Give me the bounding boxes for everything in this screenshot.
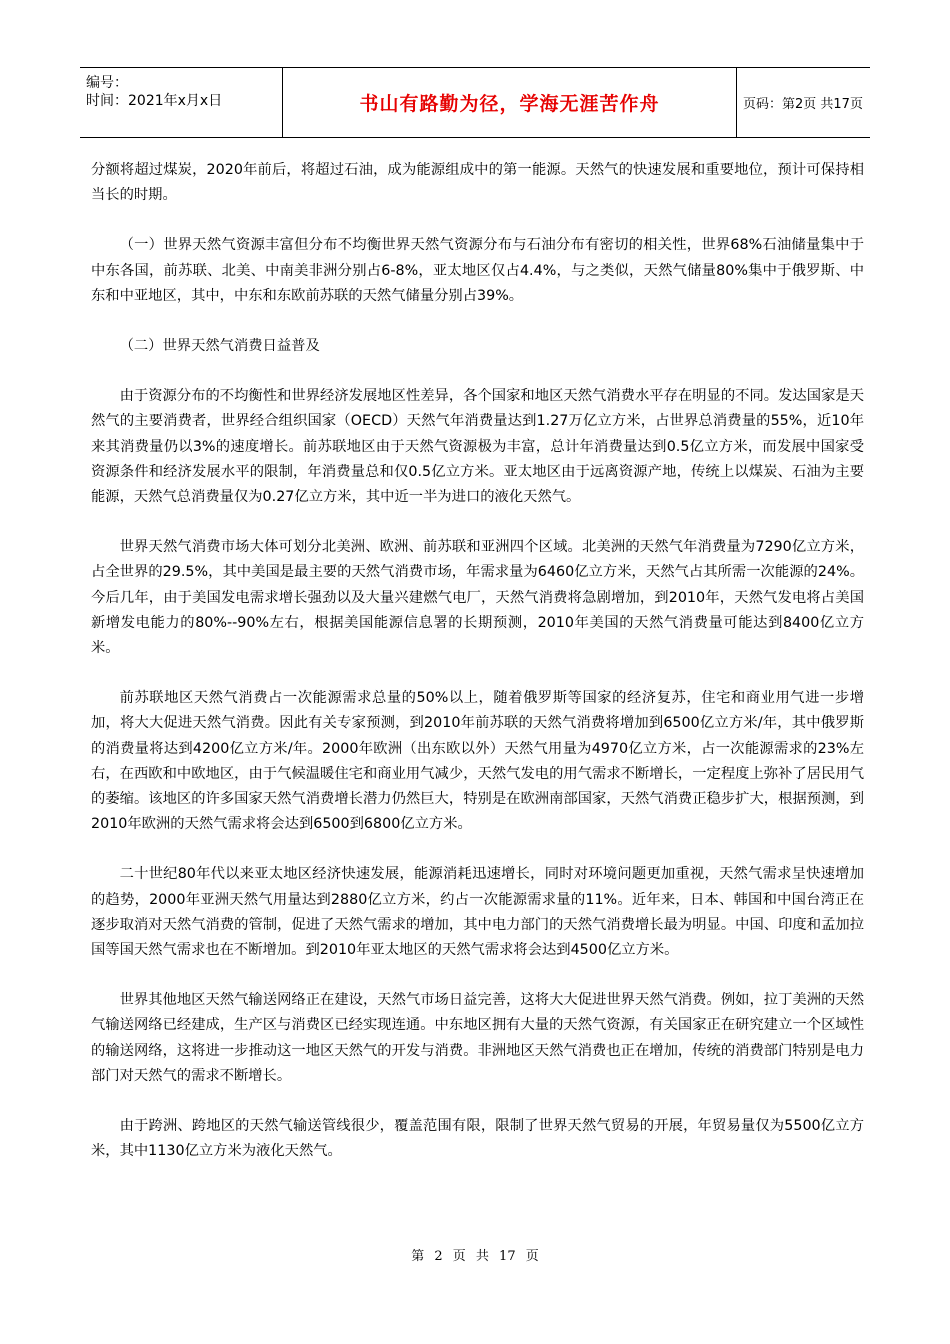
paragraph-asia-pacific: 二十世纪80年代以来亚太地区经济快速发展，能源消耗迅速增长，同时对环境问题更加重视，天然气需求呈快速增加的趋势，2000年亚洲天然气用量达到2880亿立方米，约占一次能源需求量的11%。近年来，日本、韩国和中国台湾正在逐步取消对天然气消费的管制，促进了天然气需求的增加，其中电力部门的天然气消费增长最为明显。中国、印度和孟加拉国等国天然气需求也在不断增加。到2010年亚太地区的天然气需求将会达到4500亿立方米。 xyxy=(91,866,864,959)
document-date-label: 时间：2021年x月x日 xyxy=(86,93,223,109)
paragraph-other-regions: 世界其他地区天然气输送网络正在建设，天然气市场日益完善，这将大大促进世界天然气消费。例如，拉丁美洲的天然气输送网络已经建成，生产区与消费区已经实现连通。中东地区拥有大量的天然气资源，有关国家正在研究建立一个区域性的输送网络，这将进一步推动这一地区天然气的开发与消费。非洲地区天然气消费也正在增加，传统的消费部门特别是电力部门对天然气的需求不断增长。 xyxy=(91,992,864,1084)
header-page-info: 页码：第2页 共17页 xyxy=(743,97,863,112)
page-footer: 第 2 页 共 17 页 xyxy=(411,1249,539,1264)
section-heading-consumption: （二）世界天然气消费日益普及 xyxy=(119,338,320,355)
section-heading-resources: （一）世界天然气资源丰富但分布不均衡世界天然气资源分布与石油分布有密切的相关性，世界68%石油储量集中于中东各国，前苏联、北美、中南美非洲分别占6-8%，亚太地区仅占4.4%，与之类似，天然气储量80%集中于俄罗斯、中东和中亚地区，其中，中东和东欧前苏联的天然气储量分别占39%。 xyxy=(91,237,864,304)
header-motto-cell xyxy=(282,68,737,137)
paragraph-markets: 世界天然气消费市场大体可划分北美洲、欧洲、前苏联和亚洲四个区域。北美洲的天然气年消费量为7290亿立方米，占全世界的29.5%，其中美国是最主要的天然气消费市场，年需求量为6460亿立方米，天然气占其所需一次能源的24%。今后几年，由于美国发电需求增长强劲以及大量兴建燃气电厂，天然气消费将急剧增加，到2010年，天然气发电将占美国新增发电能力的80%--90%左右，根据美国能源信息署的长期预测，2010年美国的天然气消费量可能达到8400亿立方米。 xyxy=(91,539,864,657)
paragraph-trade: 由于跨洲、跨地区的天然气输送管线很少，覆盖范围有限，限制了世界天然气贸易的开展，年贸易量仅为5500亿立方米，其中1130亿立方米为液化天然气。 xyxy=(91,1118,864,1160)
page-header xyxy=(80,67,870,138)
header-motto: 书山有路勤为径，学海无涯苦作舟 xyxy=(359,93,660,115)
document-body xyxy=(91,158,864,1190)
header-meta xyxy=(80,68,280,137)
document-number-label: 编号： xyxy=(86,75,128,91)
paragraph-intro: 分额将超过煤炭，2020年前后，将超过石油，成为能源组成中的第一能源。天然气的快速发展和重要地位，预计可保持相当长的时期。 xyxy=(91,162,864,204)
paragraph-former-soviet: 前苏联地区天然气消费占一次能源需求总量的50%以上，随着俄罗斯等国家的经济复苏，住宅和商业用气进一步增加，将大大促进天然气消费。因此有关专家预测，到2010年前苏联的天然气消费将增加到6500亿立方米/年，其中俄罗斯的消费量将达到4200亿立方米/年。2000年欧洲（出东欧以外）天然气用量为4970亿立方米，占一次能源需求的23%左右，在西欧和中欧地区，由于气候温暖住宅和商业用气减少，天然气发电的用气需求不断增长，一定程度上弥补了居民用气的萎缩。该地区的许多国家天然气消费增长潜力仍然巨大，特别是在欧洲南部国家，天然气消费正稳步扩大，根据预测，到2010年欧洲的天然气需求将会达到6500到6800亿立方米。 xyxy=(91,690,864,833)
header-page-cell xyxy=(736,68,870,137)
paragraph-distribution: 由于资源分布的不均衡性和世界经济发展地区性差异，各个国家和地区天然气消费水平存在明显的不同。发达国家是天然气的主要消费者，世界经合组织国家（OECD）天然气年消费量达到1.27万亿立方米，占世界总消费量的55%，近10年来其消费量仍以3%的速度增长。前苏联地区由于天然气资源极为丰富，总计年消费量达到0.5亿立方米，而发展中国家受资源条件和经济发展水平的限制，年消费量总和仅0.5亿立方米。亚太地区由于远离资源产地，传统上以煤炭、石油为主要能源，天然气总消费量仅为0.27亿立方米，其中近一半为进口的液化天然气。 xyxy=(91,388,864,506)
